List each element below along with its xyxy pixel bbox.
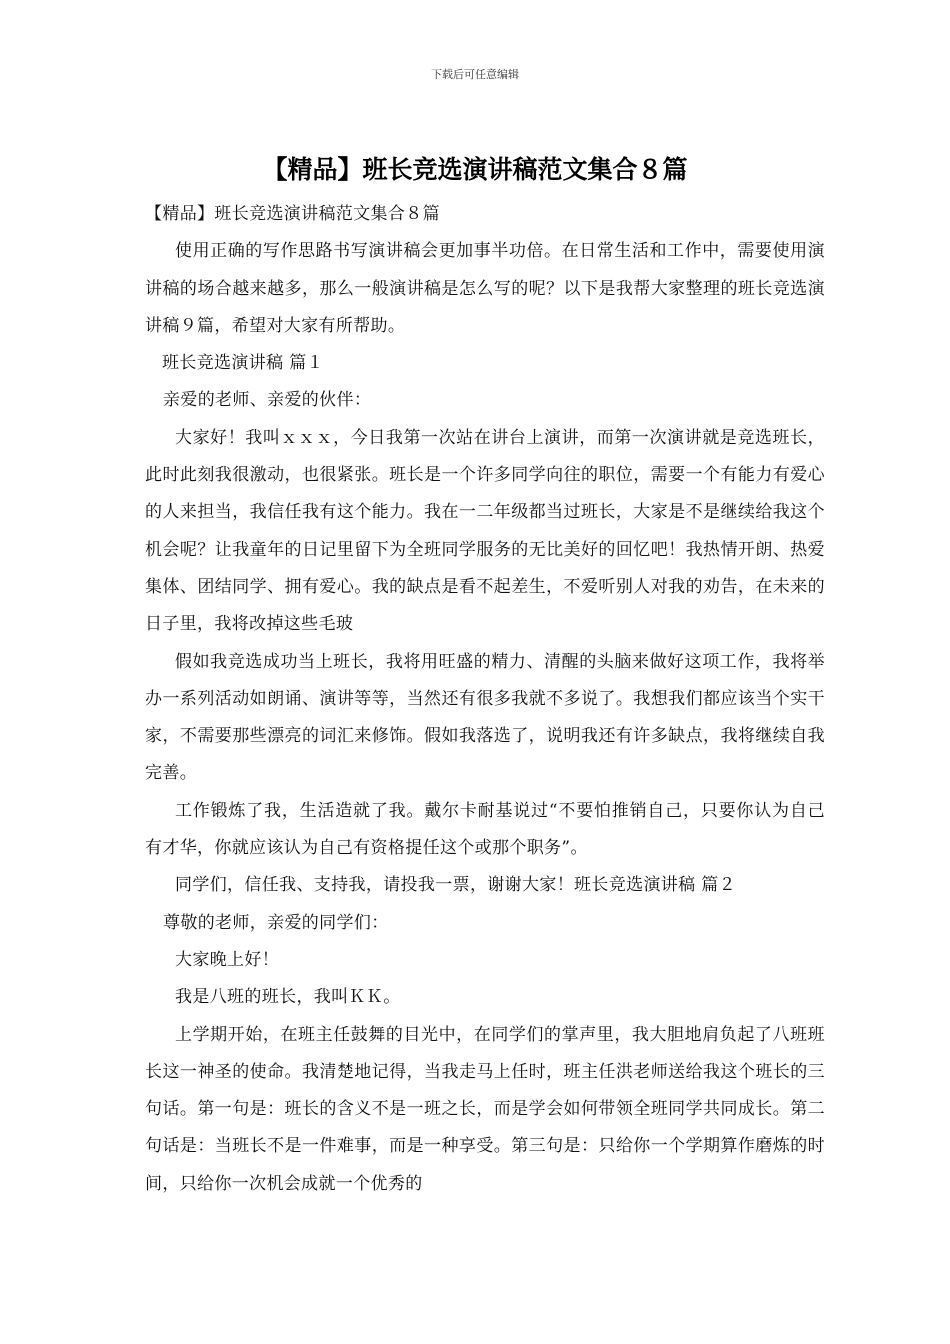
body-paragraph: 【精品】班长竞选演讲稿范文集合８篇 xyxy=(145,204,440,224)
body-paragraph: 同学们，信任我、支持我，请投我一票，谢谢大家！班长竞选演讲稿 篇２ xyxy=(175,875,736,896)
body-paragraph: 上学期开始，在班主任鼓舞的目光中，在同学们的掌声里，我大胆地肩负起了八班班长这一神圣的使命。我清楚地记得，当我走马上任时，班主任洪老师送给我这个班长的三句话。第一句是：班长的含义不是一班之长，而是学会如何带领全班同学共同成长。第二句话是：当班长不是一件难事，而是一种享受。第三句是：只给你一个学期算作磨炼的时间，只给你一次机会成就一个优秀的 xyxy=(145,1024,825,1194)
body-paragraph: 大家晚上好！ xyxy=(175,949,280,970)
document-title: 【精品】班长竞选演讲稿范文集合８篇 xyxy=(262,155,688,184)
body-paragraph: 假如我竞选成功当上班长，我将用旺盛的精力、清醒的头脑来做好这项工作，我将举办一系列活动如朗诵、演讲等等，当然还有很多我就不多说了。我想我们都应该当个实干家，不需要那些漂亮的词汇来修饰。假如我落选了，说明我还有许多缺点，我将继续自我完善。 xyxy=(145,651,825,784)
salutation: 亲爱的老师、亲爱的伙伴： xyxy=(163,390,372,411)
body-paragraph: 大家好！我叫ｘｘｘ，今日我第一次站在讲台上演讲，而第一次演讲就是竞选班长，此时此刻我很激动，也很紧张。班长是一个许多同学向往的职位，需要一个有能力有爱心的人来担当，我信任我有这个能力。我在一二年级都当过班长，大家是不是继续给我这个机会呢？让我童年的日记里留下为全班同学服务的无比美好的回忆吧！我热情开朗、热爱集体、团结同学、拥有爱心。我的缺点是看不起差生，不爱听别人对我的劝告，在未来的日子里，我将改掉这些毛玻 xyxy=(145,427,825,635)
section-heading: 班长竞选演讲稿 篇１ xyxy=(162,353,324,374)
body-paragraph: 工作锻炼了我，生活造就了我。戴尔卡耐基说过“不要怕推销自己，只要你认为自己有才华，你就应该认为自己有资格提任这个或那个职务”。 xyxy=(145,800,825,859)
salutation: 尊敬的老师，亲爱的同学们： xyxy=(163,912,389,933)
body-paragraph: 我是八班的班长，我叫ＫＫ。 xyxy=(175,987,401,1008)
body-paragraph: 使用正确的写作思路书写演讲稿会更加事半功倍。在日常生活和工作中，需要使用演讲稿的场合越来越多，那么一般演讲稿是怎么写的呢？以下是我帮大家整理的班长竞选演讲稿９篇，希望对大家有所帮助。 xyxy=(145,241,825,336)
page-header-note: 下载后可任意编辑 xyxy=(431,68,519,81)
document-body xyxy=(145,196,825,1203)
